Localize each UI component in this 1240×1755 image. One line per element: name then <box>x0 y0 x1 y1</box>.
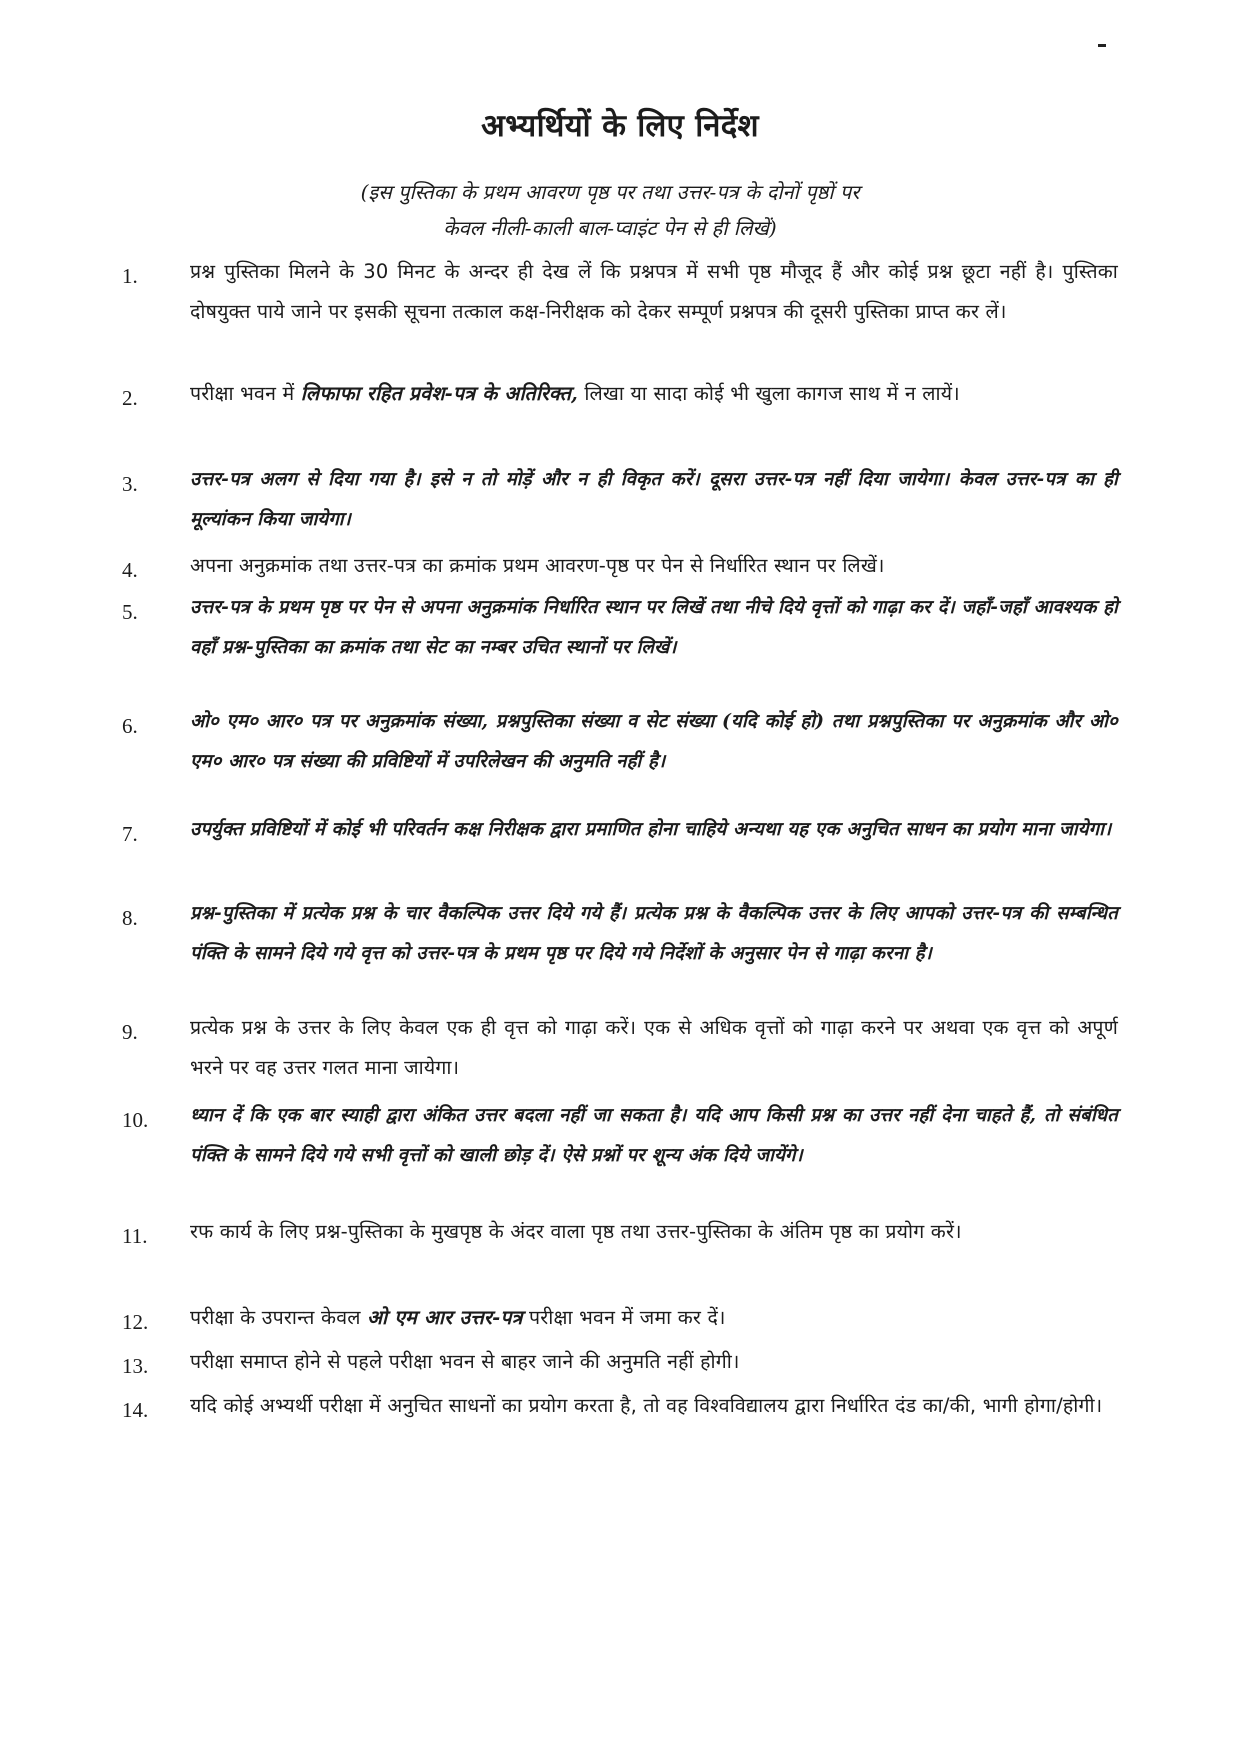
instruction-number: 2. <box>122 386 138 410</box>
instruction-text <box>190 374 1118 414</box>
instruction-text: उत्तर-पत्र के प्रथम पृष्ठ पर पेन से अपना अनुक्रमांक निर्धारित स्थान पर लिखें तथा नीचे दिये वृत्तों को गाढ़ा कर दें। जहाँ-जहाँ आवश्यक हो वहाँ प्रश्न-पुस्तिका का क्रमांक तथा सेट का नम्बर उचित स्थानों पर लिखें। <box>190 597 1118 658</box>
instruction-text-part: लिखा या सादा कोई भी खुला कागज साथ में न लायें। <box>578 382 960 405</box>
instruction-text: उपर्युक्त प्रविष्टियों में कोई भी परिवर्तन कक्ष निरीक्षक द्वारा प्रमाणित होना चाहिये अन्यथा यह एक अनुचित साधन का प्रयोग माना जायेगा। <box>190 819 1112 840</box>
instruction-text <box>190 1298 1118 1338</box>
instruction-number: 11. <box>122 1224 148 1248</box>
instruction-number: 10. <box>122 1108 149 1132</box>
instruction-text: उत्तर-पत्र अलग से दिया गया है। इसे न तो मोड़ें और न ही विकृत करें। दूसरा उत्तर-पत्र नहीं दिया जायेगा। केवल उत्तर-पत्र का ही मूल्यांकन किया जायेगा। <box>190 469 1118 530</box>
instruction-text-part: परीक्षा भवन में जमा कर दें। <box>522 1306 726 1329</box>
instruction-number: 3. <box>122 472 138 496</box>
instruction-text: प्रत्येक प्रश्न के उत्तर के लिए केवल एक ही वृत्त को गाढ़ा करें। एक से अधिक वृत्तों को गाढ़ा करने पर अथवा एक वृत्त को अपूर्ण भरने पर वह उत्तर गलत माना जायेगा। <box>190 1016 1118 1079</box>
instruction-emphasis: लिफाफा रहित प्रवेश-पत्र के अतिरिक्त, <box>300 382 579 405</box>
instruction-number: 12. <box>122 1310 149 1334</box>
instruction-number: 4. <box>122 558 138 582</box>
instruction-text: ध्यान दें कि एक बार स्याही द्वारा अंकित उत्तर बदला नहीं जा सकता है। यदि आप किसी प्रश्न का उत्तर नहीं देना चाहते हैं, तो संबंधित पंक्ति के सामने दिये गये सभी वृत्तों को खाली छोड़ दें। ऐसे प्रश्नों पर शून्य अंक दिये जायेंगे। <box>190 1105 1118 1166</box>
instruction-text: अपना अनुक्रमांक तथा उत्तर-पत्र का क्रमांक प्रथम आवरण-पृष्ठ पर पेन से निर्धारित स्थान पर लिखें। <box>190 554 885 577</box>
instruction-text: रफ कार्य के लिए प्रश्न-पुस्तिका के मुखपृष्ठ के अंदर वाला पृष्ठ तथा उत्तर-पुस्तिका के अंतिम पृष्ठ का प्रयोग करें। <box>190 1220 962 1243</box>
page-title: अभ्यर्थियों के लिए निर्देश <box>481 108 759 144</box>
instruction-text: परीक्षा समाप्त होने से पहले परीक्षा भवन से बाहर जाने की अनुमति नहीं होगी। <box>190 1350 740 1373</box>
instruction-text: प्रश्न-पुस्तिका में प्रत्येक प्रश्न के चार वैकल्पिक उत्तर दिये गये हैं। प्रत्येक प्रश्न के वैकल्पिक उत्तर के लिए आपको उत्तर-पत्र की सम्बन्धित पंक्ति के सामने दिये गये वृत्त को उत्तर-पत्र के प्रथम पृष्ठ पर दिये गये निर्देशों के अनुसार पेन से गाढ़ा करना है। <box>190 903 1118 964</box>
instruction-number: 6. <box>122 714 138 738</box>
instruction-text-part: परीक्षा के उपरान्त केवल <box>190 1306 368 1329</box>
instruction-number: 9. <box>122 1020 138 1044</box>
instruction-text: प्रश्न पुस्तिका मिलने के 30 मिनट के अन्दर ही देख लें कि प्रश्नपत्र में सभी पृष्ठ मौजूद हैं और कोई प्रश्न छूटा नहीं है। पुस्तिका दोषयुक्त पाये जाने पर इसकी सूचना तत्काल कक्ष-निरीक्षक को देकर सम्पूर्ण प्रश्नपत्र की दूसरी पुस्तिका प्राप्त कर लें। <box>190 260 1118 323</box>
instruction-text: ओ० एम० आर० पत्र पर अनुक्रमांक संख्या, प्रश्नपुस्तिका संख्या व सेट संख्या (यदि कोई हो) तथा प्रश्नपुस्तिका पर अनुक्रमांक और ओ० एम० आर० पत्र संख्या की प्रविष्टियों में उपरिलेखन की अनुमति नहीं है। <box>190 711 1118 772</box>
instruction-number: 5. <box>122 600 138 624</box>
instruction-text-part: परीक्षा भवन में <box>190 382 301 405</box>
instruction-number: 7. <box>122 822 138 846</box>
instruction-number: 14. <box>122 1398 149 1422</box>
instruction-number: 1. <box>122 264 138 288</box>
subtitle-line-2: केवल नीली-काली बाल-प्वाइंट पेन से ही लिखें) <box>443 216 777 240</box>
instruction-number: 8. <box>122 906 138 930</box>
instruction-emphasis: ओ एम आर उत्तर-पत्र <box>367 1306 523 1329</box>
instruction-number: 13. <box>122 1354 149 1378</box>
instruction-text: यदि कोई अभ्यर्थी परीक्षा में अनुचित साधनों का प्रयोग करता है, तो वह विश्वविद्यालय द्वारा निर्धारित दंड का/की, भागी होगा/होगी। <box>190 1394 1103 1417</box>
subtitle-line-1: (इस पुस्तिका के प्रथम आवरण पृष्ठ पर तथा उत्तर-पत्र के दोनों पृष्ठों पर <box>360 180 860 204</box>
